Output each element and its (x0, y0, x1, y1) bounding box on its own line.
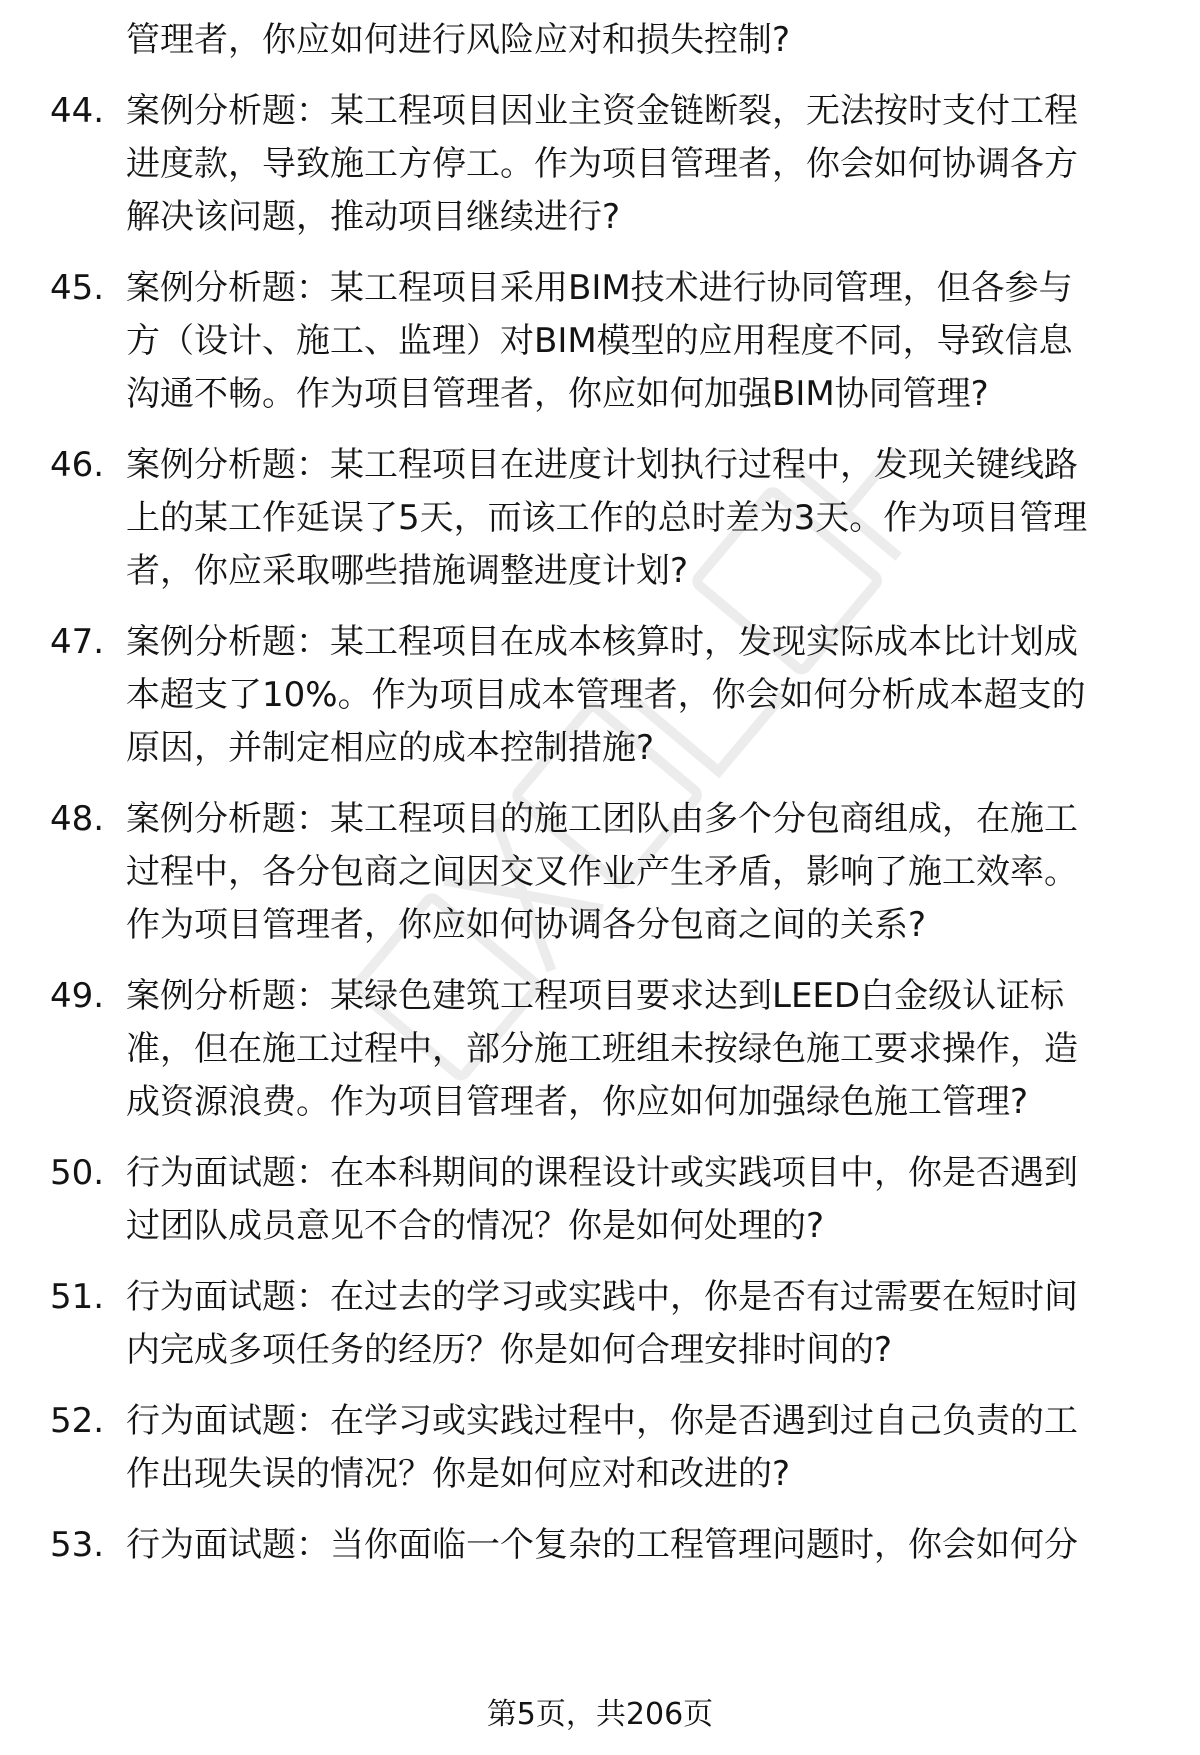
question-text: 案例分析题：某工程项目采用BIM技术进行协同管理，但各参与 方（设计、施工、监理）对BIM模型的应用程度不同，导致信息 沟通不畅。作为项目管理者，你应如何加强BIM协同管理? (126, 268, 1073, 414)
question-text: 行为面试题：在学习或实践过程中，你是否遇到过自己负责的工 作出现失误的情况？你是如何应对和改进的? (126, 1401, 1078, 1494)
list-item (0, 1395, 1200, 1501)
question-text: 案例分析题：某工程项目在成本核算时，发现实际成本比计划成 本超支了10%。作为项目成本管理者，你会如何分析成本超支的 原因，并制定相应的成本控制措施? (126, 622, 1086, 768)
question-number: 45. (50, 268, 105, 308)
question-text: 案例分析题：某工程项目在进度计划执行过程中，发现关键线路 上的某工作延误了5天，而该工作的总时差为3天。作为项目管理 者，你应采取哪些措施调整进度计划? (126, 445, 1088, 591)
list-item (0, 1271, 1200, 1377)
question-number: 52. (50, 1401, 105, 1441)
list-item (0, 793, 1200, 952)
list-item (0, 616, 1200, 775)
list-item (0, 262, 1200, 421)
question-text: 行为面试题：在本科期间的课程设计或实践项目中，你是否遇到 过团队成员意见不合的情况？你是如何处理的? (126, 1153, 1078, 1246)
list-item (0, 970, 1200, 1129)
question-number: 51. (50, 1277, 105, 1317)
question-text: 行为面试题：当你面临一个复杂的工程管理问题时，你会如何分 (126, 1525, 1078, 1565)
question-text: 案例分析题：某工程项目的施工团队由多个分包商组成，在施工 过程中，各分包商之间因交叉作业产生矛盾，影响了施工效率。 作为项目管理者，你应如何协调各分包商之间的关系? (126, 799, 1078, 945)
question-number: 47. (50, 622, 105, 662)
list-item (0, 1519, 1200, 1572)
list-item (0, 1147, 1200, 1253)
question-number: 49. (50, 976, 105, 1016)
question-list (0, 14, 1200, 1590)
question-text: 案例分析题：某绿色建筑工程项目要求达到LEED白金级认证标 准，但在施工过程中，部分施工班组未按绿色施工要求操作，造 成资源浪费。作为项目管理者，你应如何加强绿色施工管理? (126, 976, 1078, 1122)
page-number-footer: 第5页，共206页 (486, 1697, 714, 1732)
question-number: 44. (50, 91, 105, 131)
question-number: 53. (50, 1525, 105, 1565)
question-text: 案例分析题：某工程项目因业主资金链断裂，无法按时支付工程 进度款，导致施工方停工。作为项目管理者，你会如何协调各方 解决该问题，推动项目继续进行? (126, 91, 1078, 237)
question-text: 管理者，你应如何进行风险应对和损失控制? (126, 20, 791, 60)
list-item (0, 439, 1200, 598)
question-number: 46. (50, 445, 105, 485)
list-item (0, 85, 1200, 244)
question-number: 50. (50, 1153, 105, 1193)
list-item (0, 14, 1200, 67)
question-number: 48. (50, 799, 105, 839)
question-text: 行为面试题：在过去的学习或实践中，你是否有过需要在短时间 内完成多项任务的经历？你是如何合理安排时间的? (126, 1277, 1078, 1370)
